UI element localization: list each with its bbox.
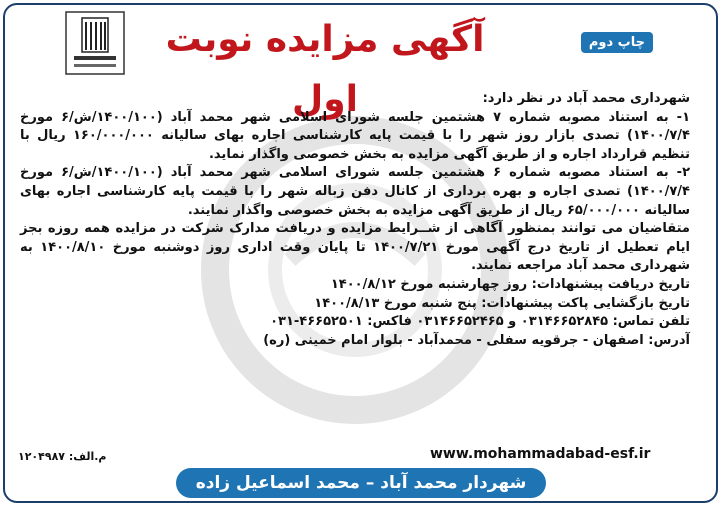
receipt-date: تاریخ دریافت پیشنهادات: روز چهارشنبه مورخ ۱۴۰۰/۸/۱۲ — [330, 276, 690, 292]
municipality-logo — [64, 10, 126, 76]
applicants-paragraph: متقاضیان می توانند بمنظور آگاهی از شــرایط مزایده و دریافت مدارک شرکت در مزایده همه روزه بجز ایام تعطیل از تاریخ درج آگهی مورخ ۱۴۰۰/۷/۲۱ تا پایان وقت اداری روز دوشنبه مورخ ۱۴۰۰/۸/۱۰ به شهرداری محمد آباد مراجعه نمایند. — [20, 221, 690, 274]
print-badge: چاپ دوم — [581, 32, 653, 53]
website-link[interactable]: www.mohammadabad-esf.ir — [430, 446, 651, 462]
contact-phones: تلفن تماس: ۰۳۱۴۶۶۵۲۸۴۵ و ۰۳۱۴۶۶۵۲۴۶۵ فاکس: ۴۶۶۵۲۵۰۱-۰۳۱ — [270, 314, 690, 330]
opening-date: تاریخ بازگشایی پاکت پیشنهادات: پنج شنبه مورخ ۱۴۰۰/۸/۱۳ — [314, 295, 690, 311]
intro-line: شهرداری محمد آباد در نظر دارد: — [482, 91, 690, 106]
clause-1: ۱- به استناد مصوبه شماره ۷ هشتمین جلسه شورای اسلامی شهر محمد آباد (۱۴۰۰/۱۰۰/ش/۶ مورخ ۱۴۰۰/۷/۴) تصدی بازار روز شهر را با قیمت پایه کارشناسی اجاره بهای سالیانه ۱۶۰/۰۰۰/۰۰۰ ریال با تنظیم قرارداد اجاره و از طریق آگهی مزایده به بخش خصوصی واگذار نماید. — [20, 109, 691, 162]
address: آدرس: اصفهان - جرقویه سفلی - محمدآباد - بلوار امام خمینی (ره) — [263, 332, 690, 348]
footer-signature: شهردار محمد آباد – محمد اسماعیل زاده — [176, 468, 546, 498]
clause-2: ۲- به استناد مصوبه شماره ۶ هشتمین جلسه شورای اسلامی شهر محمد آباد (۱۴۰۰/۱۰۰/ش/۶ مورخ ۱۴۰۰/۷/۴) تصدی اجاره و بهره برداری از کانال دفن زباله شهر را با قیمت پایه کارشناسی اجاره بهای سالیانه ۶۵/۰۰۰/۰۰۰ ریال از طریق آگهی مزایده به بخش خصوصی واگذار نمایند. — [20, 165, 691, 218]
ref-code: م.الف: ۱۲۰۴۹۸۷ — [18, 450, 107, 463]
page-title: آگهی مزایده نوبت اول — [165, 19, 485, 120]
notice-body — [20, 90, 690, 350]
